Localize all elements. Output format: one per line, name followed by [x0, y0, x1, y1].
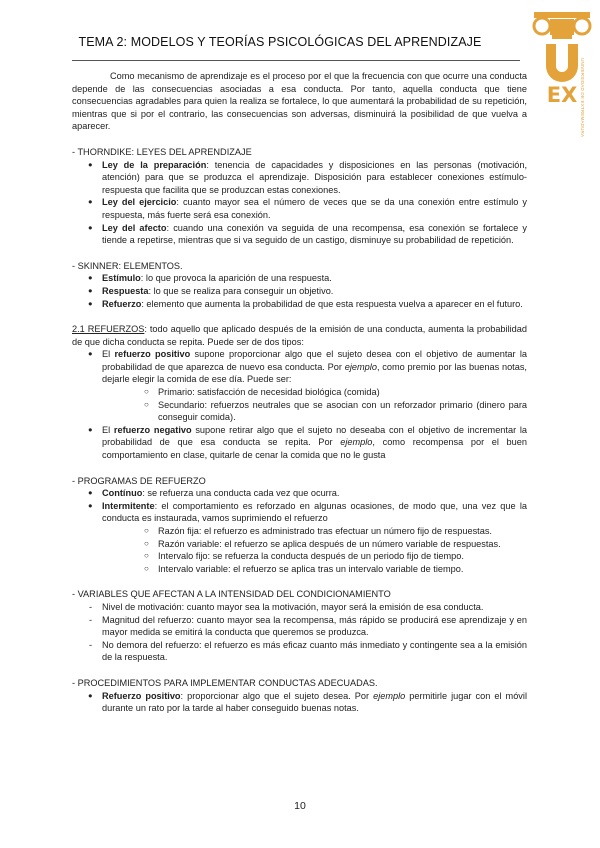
list-item: [72, 272, 527, 285]
element-text: : elemento que aumenta la probabilidad de que esta respuesta vuelva a aparecer en el futuro.: [141, 298, 523, 309]
skinner-section: [72, 260, 527, 310]
skinner-list: [72, 272, 527, 310]
list-item: ○ Razón fija: el refuerzo es administrado tras efectuar un número fijo de respuestas.: [102, 525, 527, 538]
item-text: , como recompensa por el buen comportamiento en clase, quitarle de cenar la comida que no le gusta: [102, 437, 527, 461]
element-term: Estímulo: [102, 273, 141, 284]
intro-paragraph: Como mecanismo de aprendizaje es el proceso por el que la frecuencia con que ocurre una conducta depende de las consecuencias asociadas a esa conducta. Por tanto, aquella conducta que tiene consecuencias agradables para quien la realiza se fortalece, lo que aumentará la probabilidad de su repetición, mientras que si por el contrario, las consecuencias son adversas, disminuirá la posibilidad de que vuelva a aparecer.: [72, 71, 527, 132]
refuerzos-section: [72, 323, 527, 462]
programas-title: - PROGRAMAS DE REFUERZO: [72, 475, 206, 486]
programas-section: [72, 475, 527, 576]
list-item: ○ Primario: satisfacción de necesidad biológica (comida): [102, 386, 527, 399]
refuerzos-list: [72, 348, 527, 461]
logo-university-name: UNIVERSIDAD DE EXTREMADURA: [580, 58, 585, 138]
item-text: supone proporcionar algo que el sujeto desea con el objetivo de aumentar la probabilidad de que aparezca de nuevo esa conducta. Por: [102, 349, 527, 372]
variables-section: [72, 588, 527, 664]
element-term: Refuerzo: [102, 298, 142, 309]
thorndike-title: - THORNDIKE: LEYES DEL APRENDIZAJE: [72, 146, 252, 157]
element-text: : lo que provoca la aparición de una respuesta.: [140, 273, 332, 284]
list-item: [72, 424, 527, 462]
procedure-text: : proporcionar algo que el sujeto desea. Por: [180, 690, 374, 701]
law-text: : cuanto mayor sea el número de veces que se da una conexión entre estímulo y respuesta, más fuerte será esa conexión.: [102, 197, 527, 220]
document-body: [72, 70, 527, 715]
list-item: [72, 348, 527, 424]
list-item: - Nivel de motivación: cuanto mayor sea la motivación, mayor será la emisión de esa conducta.: [72, 601, 527, 614]
list-item: ○ Intervalo variable: el refuerzo se aplica tras un intervalo variable de tiempo.: [102, 563, 527, 576]
variables-list: [72, 601, 527, 664]
refuerzo-types-list: [102, 386, 527, 424]
svg-text:EX: EX: [546, 83, 578, 104]
programas-list: [72, 487, 527, 575]
page-header-title: TEMA 2: MODELOS Y TEORÍAS PSICOLÓGICAS DEL APRENDIZAJE: [78, 35, 482, 49]
example-word: ejemplo: [340, 437, 373, 448]
list-item: ○ Razón variable: el refuerzo se aplica después de un número variable de respuestas.: [102, 538, 527, 551]
law-term: Ley de la preparación: [102, 159, 207, 170]
refuerzos-paragraph: [72, 323, 527, 348]
list-item: [72, 500, 527, 576]
refuerzos-text: : todo aquello que aplicado después de la emisión de una conducta, aumenta la probabilidad de que dicha conducta se repita. Puede ser de dos tipos:: [72, 324, 527, 347]
example-word: ejemplo: [344, 361, 377, 372]
procedure-term: Refuerzo positivo: [102, 690, 181, 701]
list-item: - No demora del refuerzo: el refuerzo es más eficaz cuanto más inmediato y contingente sea a la emisión de la respuesta.: [72, 639, 527, 664]
thorndike-list: [72, 159, 527, 247]
program-text: : el comportamiento es reforzado en algunas ocasiones, de modo que, una vez que la conducta es instaurada, vamos suprimiendo el refuerzo: [102, 500, 527, 524]
procedure-text: permitirle jugar con el móvil durante un rato por la tarde al haber conseguido buenas notas.: [102, 690, 527, 714]
procedimientos-title: - PROCEDIMIENTOS PARA IMPLEMENTAR CONDUCTAS ADECUADAS.: [72, 677, 378, 688]
list-item: [72, 487, 527, 500]
list-item: [72, 285, 527, 298]
list-item: [72, 159, 527, 197]
list-item: ○ Intervalo fijo: se refuerza la conducta después de un periodo fijo de tiempo.: [102, 550, 527, 563]
thorndike-section: [72, 146, 527, 247]
refuerzo-negativo-term: refuerzo negativo: [113, 424, 192, 435]
program-text: : se refuerza una conducta cada vez que ocurra.: [142, 488, 340, 499]
intermitente-list: [102, 525, 527, 575]
element-term: Respuesta: [102, 285, 149, 296]
item-prefix: El: [102, 424, 114, 435]
example-word: ejemplo: [373, 690, 406, 701]
law-term: Ley del afecto: [102, 222, 167, 233]
header-divider: [72, 60, 520, 61]
program-term: Intermitente: [102, 500, 155, 511]
list-item: [72, 222, 527, 247]
item-text: supone retirar algo que el sujeto no deseaba con el objetivo de incrementar la probabilidad de que esa conducta se repita. Por: [102, 424, 528, 448]
list-item: - Magnitud del refuerzo: cuanto mayor sea la recompensa, más rápido se producirá ese aprendizaje y en mayor medida se emitirá la conducta que queremos se produzca.: [72, 614, 527, 639]
list-item: [72, 196, 527, 221]
item-prefix: El: [102, 349, 115, 360]
item-text: , como premio por las buenas notas, dejarle elegir la comida de ese día. Puede ser:: [102, 361, 527, 385]
skinner-title: - SKINNER: ELEMENTOS.: [72, 260, 183, 271]
variables-title: - VARIABLES QUE AFECTAN A LA INTENSIDAD DEL CONDICIONAMIENTO: [72, 589, 391, 600]
procedimientos-section: [72, 677, 527, 715]
procedimientos-list: [72, 690, 527, 715]
law-text: : cuando una conexión va seguida de una recompensa, esa conexión se fortalece y tiende a repetirse, mientras que si va seguido de un castigo, disminuye su probabilidad de repetición.: [102, 222, 527, 246]
refuerzo-positivo-term: refuerzo positivo: [114, 349, 191, 360]
law-text: : tenencia de capacidades y disposiciones en las personas (motivación, atención) para que se produzca el aprendizaje. Disposición para establecer conexiones estímulo-respuesta que facilita que se produzcan estas conexiones.: [102, 159, 528, 195]
law-term: Ley del ejercicio: [102, 197, 177, 208]
page-number: 10: [294, 800, 306, 812]
list-item: ○ Secundario: refuerzos neutrales que se asocian con un reforzador primario (dinero para conseguir comida).: [102, 399, 527, 424]
program-term: Contínuo: [102, 488, 143, 499]
list-item: [72, 298, 527, 311]
list-item: [72, 690, 527, 715]
refuerzos-heading: 2.1 REFUERZOS: [72, 324, 145, 335]
element-text: : lo que se realiza para conseguir un objetivo.: [148, 285, 334, 296]
